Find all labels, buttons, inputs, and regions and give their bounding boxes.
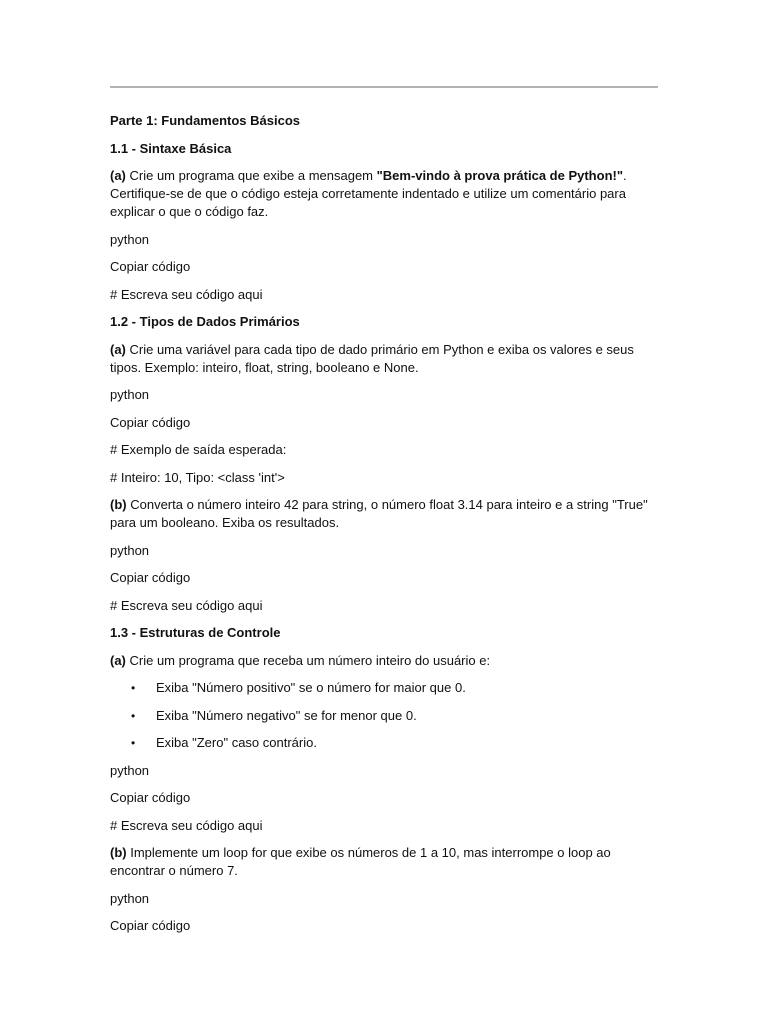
section-1-2-item-b (110, 496, 658, 532)
list-item-text: Exiba "Número positivo" se o número for maior que 0. (156, 680, 466, 695)
code-line: # Exemplo de saída esperada: (110, 442, 287, 457)
copy-code-button[interactable]: Copiar código (110, 259, 191, 274)
section-1-2-title: 1.2 - Tipos de Dados Primários (110, 314, 300, 329)
bullet-icon: • (131, 736, 136, 750)
item-text: Implemente um loop for que exibe os números de 1 a 10, mas interrompe o loop ao encontrar o número 7. (110, 845, 611, 878)
item-label: (b) (110, 845, 127, 860)
copy-code-button[interactable]: Copiar código (110, 414, 191, 430)
section-1-3-item-a (110, 652, 658, 670)
item-text: Converta o número inteiro 42 para string, o número float 3.14 para inteiro e a string "True" para um booleano. Exiba os resultados. (110, 497, 648, 530)
code-line: # Escreva seu código aqui (110, 286, 263, 302)
code-line: # Escreva seu código aqui (110, 597, 263, 613)
list-item-text: Exiba "Número negativo" se for menor que 0. (156, 707, 417, 723)
document-body (110, 112, 658, 945)
list-item (110, 707, 658, 725)
list-item (110, 679, 658, 697)
item-text-bold: "Bem-vindo à prova prática de Python!" (376, 168, 623, 183)
section-1-3-title: 1.3 - Estruturas de Controle (110, 625, 281, 640)
code-line: # Inteiro: 10, Tipo: <class 'int'> (110, 469, 285, 485)
code-language-label: python (110, 890, 150, 906)
item-label: (a) (110, 341, 126, 357)
item-label: (a) (110, 652, 126, 668)
code-language-label: python (110, 542, 150, 558)
item-label: (b) (110, 497, 127, 512)
horizontal-rule (110, 86, 658, 88)
section-1-2-item-a (110, 341, 658, 377)
item-text: Crie um programa que receba um número inteiro do usuário e: (125, 652, 491, 668)
part-title: Parte 1: Fundamentos Básicos (110, 113, 300, 128)
copy-code-button[interactable]: Copiar código (110, 790, 191, 805)
code-language-label: python (110, 762, 150, 778)
item-text: Crie um programa que exibe a mensagem (125, 168, 377, 183)
copy-code-button[interactable]: Copiar código (110, 570, 191, 585)
item-text: Crie uma variável para cada tipo de dado primário em Python e exiba os valores e seus tipos. Exemplo: inteiro, float, string, booleano e None. (110, 341, 634, 375)
list-item-text: Exiba "Zero" caso contrário. (156, 735, 317, 750)
code-language-label: python (110, 231, 150, 247)
section-1-3-item-b (110, 844, 658, 880)
item-text: . Certifique-se de que o código esteja corretamente indentado e utilize um comentário para explicar o que o código faz. (110, 168, 627, 219)
list-item (110, 734, 658, 752)
code-line: # Escreva seu código aqui (110, 817, 263, 833)
item-label: (a) (110, 168, 126, 183)
bullet-list (110, 679, 658, 752)
code-language-label: python (110, 387, 150, 402)
section-1-1-item-a (110, 167, 658, 221)
bullet-icon: • (131, 681, 136, 695)
copy-code-button[interactable]: Copiar código (110, 918, 191, 933)
bullet-icon: • (131, 708, 136, 723)
section-1-1-title: 1.1 - Sintaxe Básica (110, 140, 232, 156)
